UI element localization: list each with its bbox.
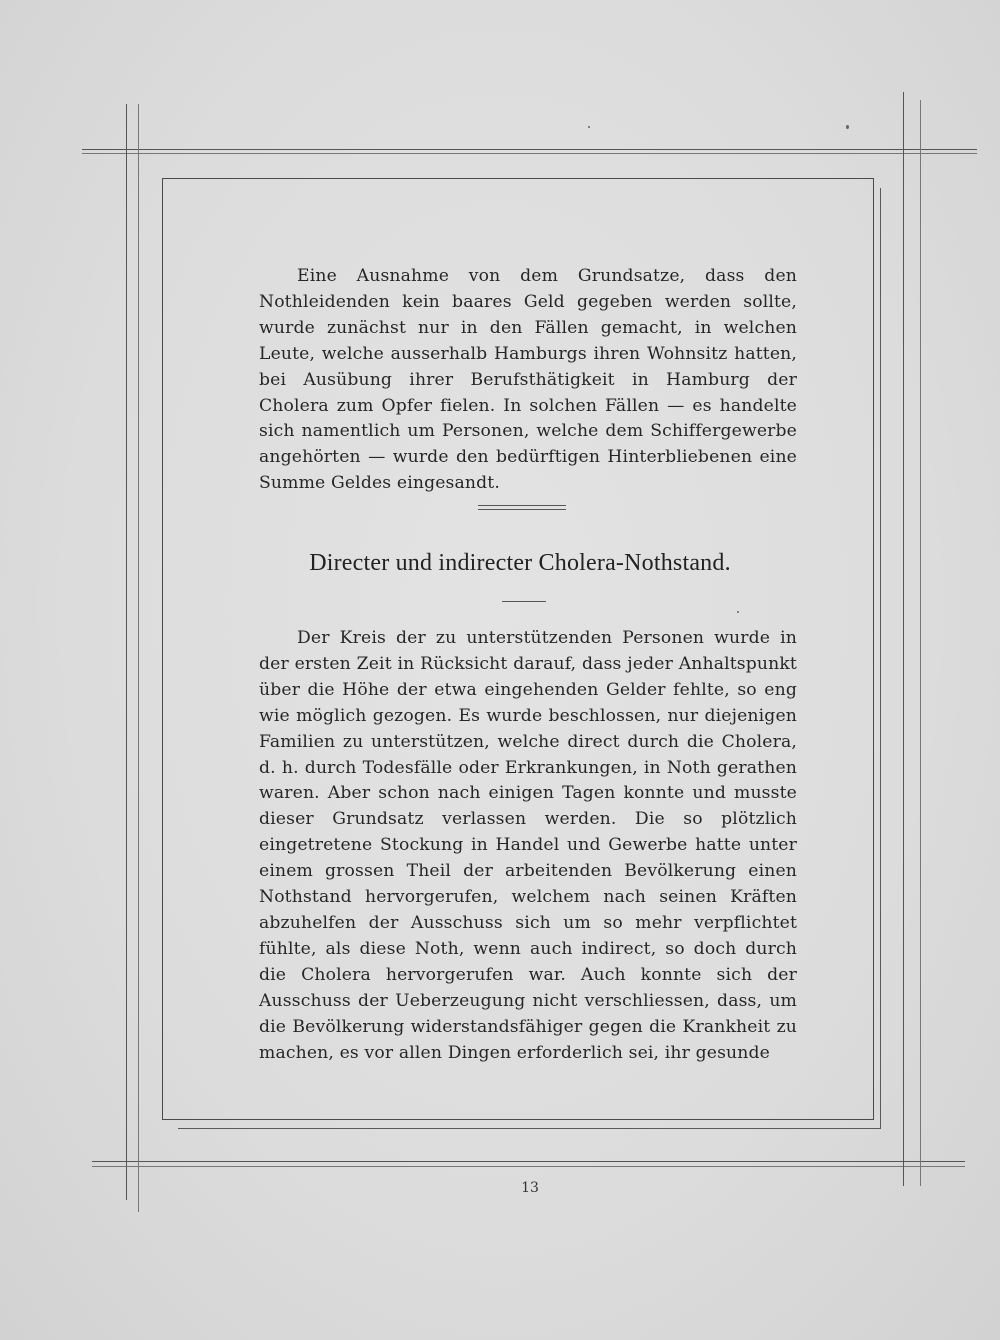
frame-rule-top-inner (82, 153, 977, 154)
paragraph-1-text: Eine Ausnahme von dem Grundsatze, dass den Nothleidenden kein baares Geld gegeben werden sollte, wurde zunächst nur in den Fällen gemacht, in welchen Leute, welche ausserhalb Hamburgs ihren Wohnsitz hatten, bei Ausübung ihrer Berufsthätigkeit in Hamburg der Cholera zum Opfer fielen. In solchen Fällen — es handelte sich namentlich um Personen, welche dem Schiffergewerbe angehörten — wurde den bedürftigen Hinterbliebenen eine Summe Geldes eingesandt. (259, 266, 797, 494)
frame-rule-left-inner (138, 104, 139, 1212)
section-heading: Directer und indirecter Cholera-Nothstand. (309, 550, 731, 576)
frame-rule-bottom (92, 1161, 965, 1162)
section-divider (478, 505, 566, 510)
page-number: 13 (521, 1180, 539, 1196)
paper-speck (846, 125, 849, 129)
frame-rule-right-inner (903, 92, 904, 1186)
paper-speck (737, 611, 739, 613)
paragraph-2 (259, 626, 797, 1066)
paragraph-1 (259, 264, 797, 497)
heading-underline (502, 601, 546, 602)
frame-rule-top (82, 149, 977, 150)
frame-rule-right (920, 100, 921, 1186)
frame-rule-bottom-inner (92, 1166, 965, 1167)
paragraph-2-text: Der Kreis der zu unterstützenden Personen wurde in der ersten Zeit in Rücksicht darauf, dass jeder Anhaltspunkt über die Höhe der etwa eingehenden Gelder fehlte, so eng wie möglich gezogen. Es wurde beschlossen, nur diejenigen Familien zu unterstützen, welche direct durch die Cholera, d. h. durch Todesfälle oder Erkrankungen, in Noth gerathen waren. Aber schon nach einigen Tagen konnte und musste dieser Grundsatz verlassen werden. Die so plötzlich eingetretene Stockung in Handel und Gewerbe hatte unter einem grossen Theil der arbeitenden Bevölkerung einen Nothstand hervorgerufen, welchem nach seinen Kräften abzuhelfen der Ausschuss sich um so mehr verpflichtet fühlte, als diese Noth, wenn auch indirect, so doch durch die Cholera hervorgerufen war. Auch konnte sich der Ausschuss der Ueberzeugung nicht verschliessen, dass, um die Bevölkerung widerstandsfähiger gegen die Krankheit zu machen, es vor allen Dingen erforderlich sei, ihr gesunde (259, 628, 797, 1063)
frame-rule-left (126, 104, 127, 1200)
paper-speck (588, 126, 590, 128)
